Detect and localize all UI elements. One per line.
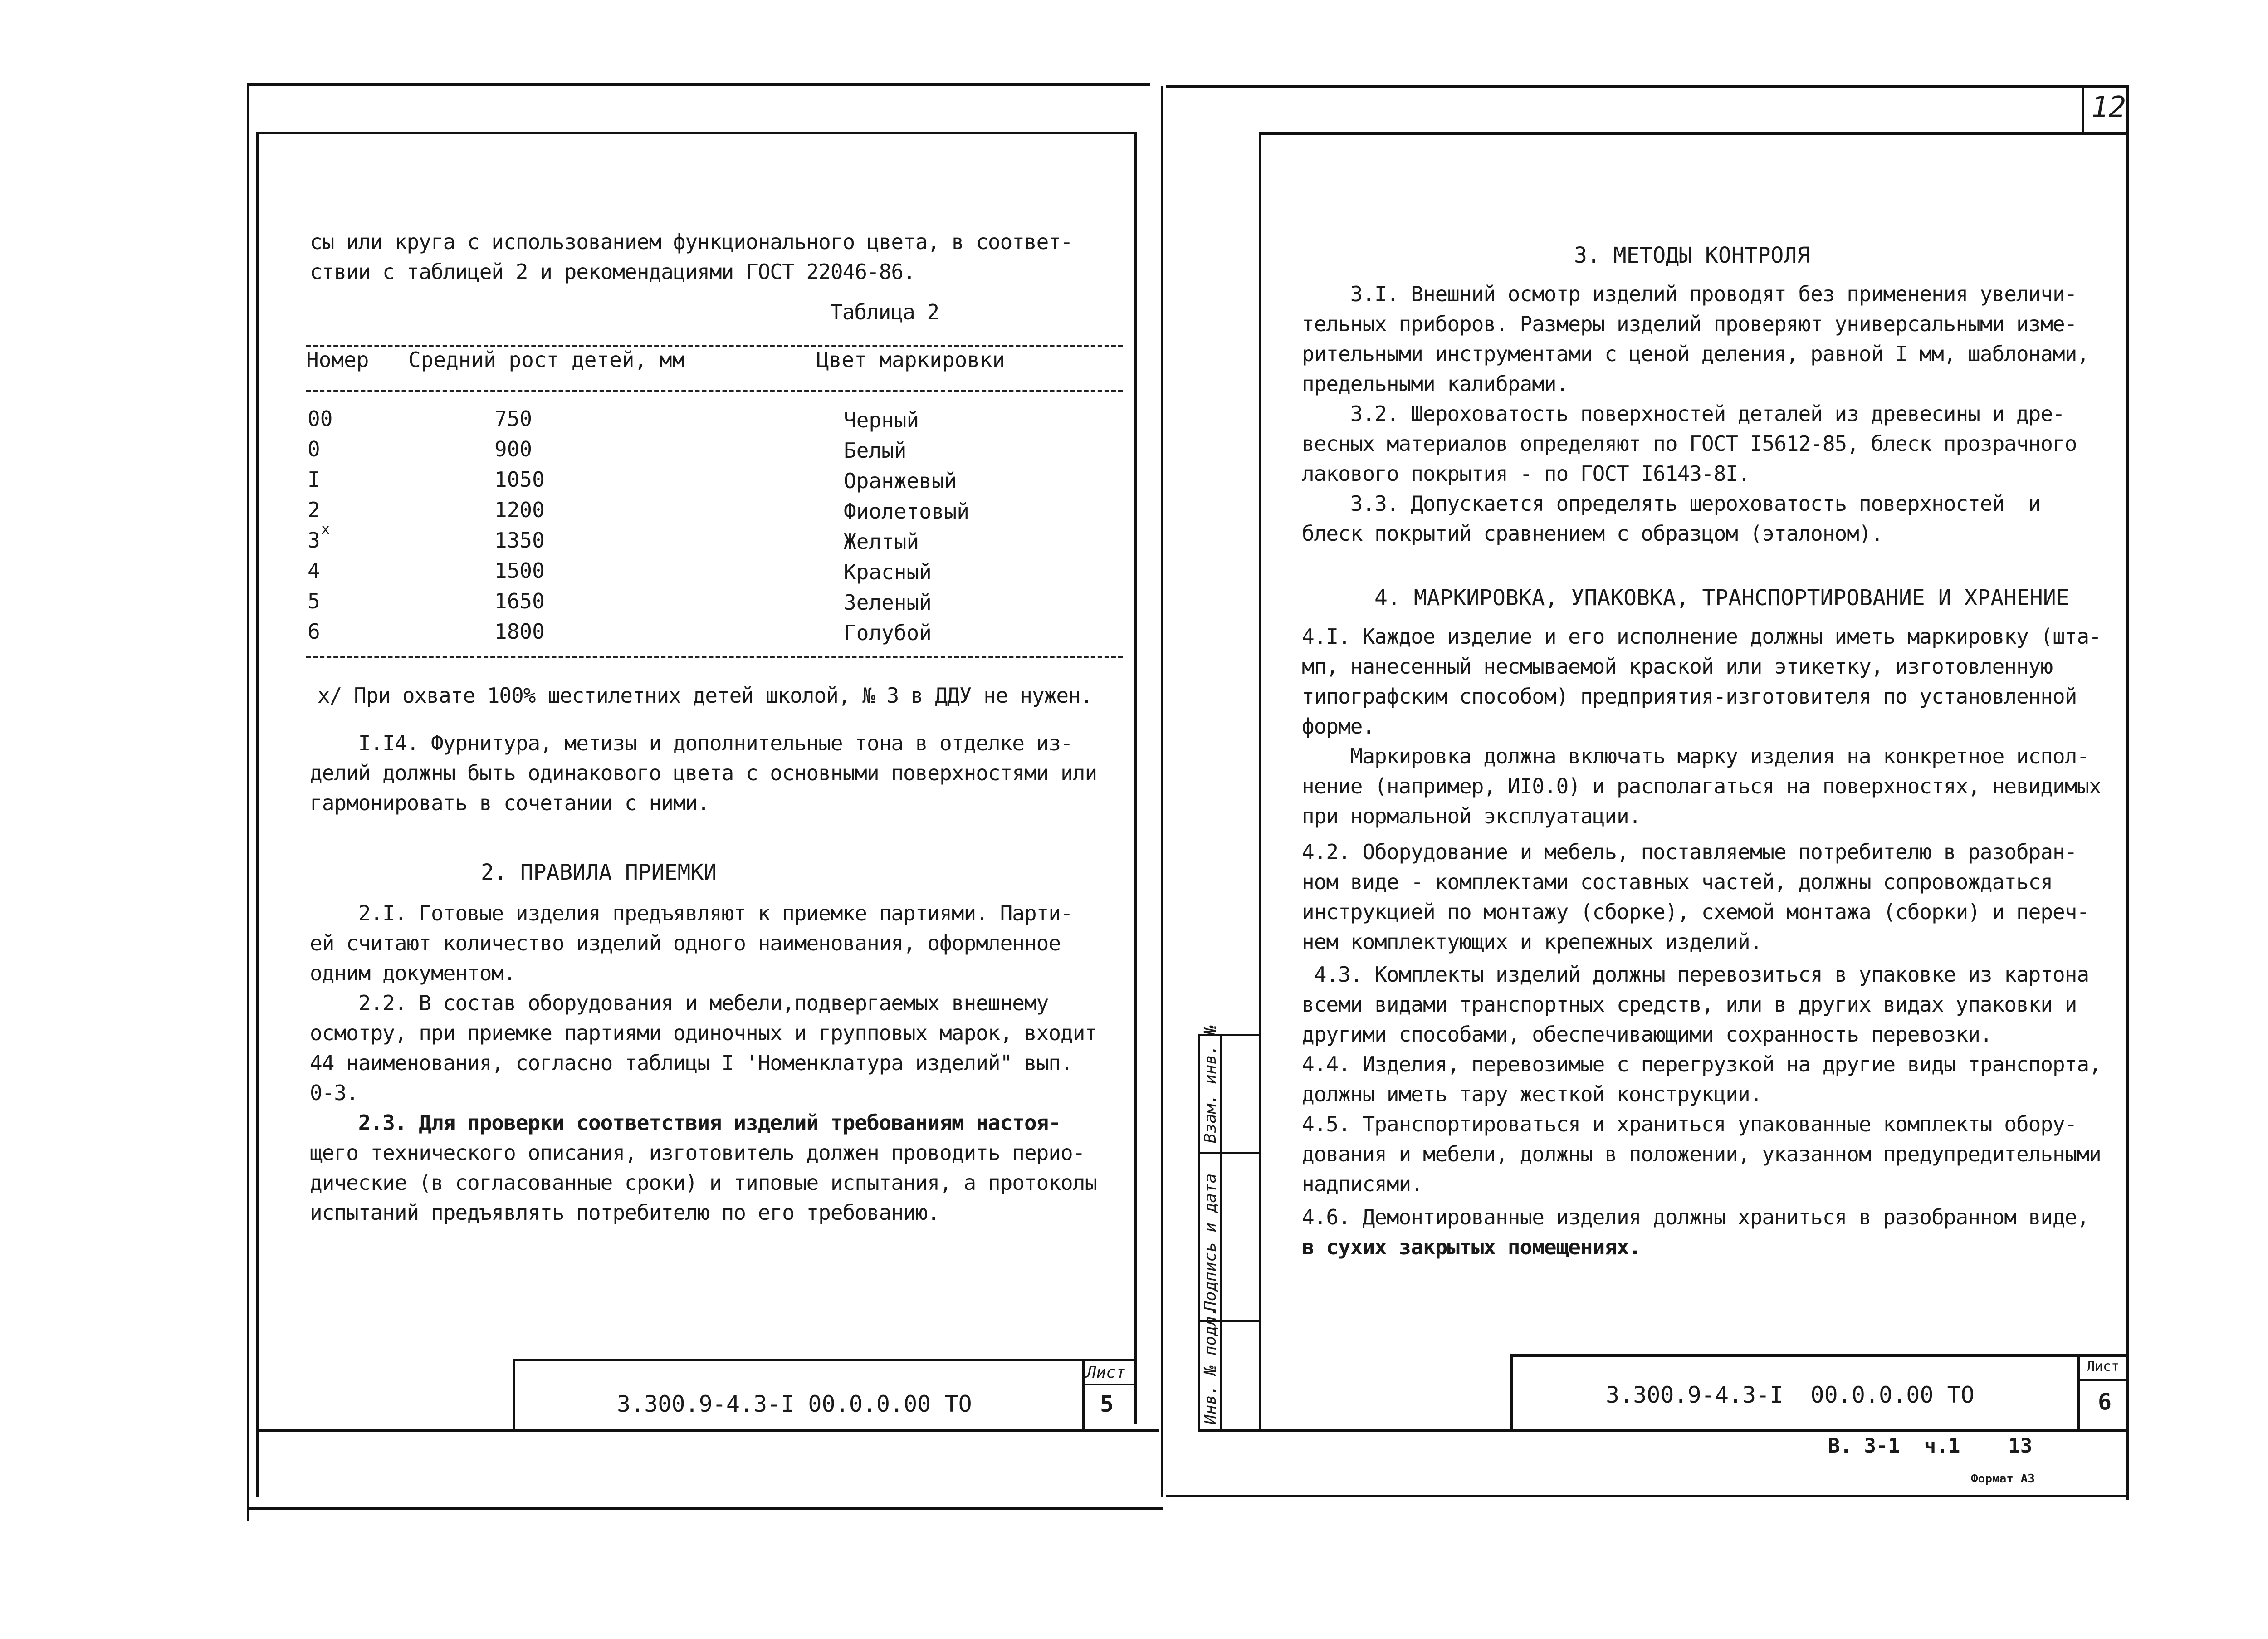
table-row-4-color: Желтый xyxy=(844,529,919,554)
table-header-number: Номер xyxy=(306,347,369,372)
section-4-line-10: инструкцией по монтажу (сборке), схемой монтажа (сборки) и переч- xyxy=(1302,900,2089,924)
table-row-3-color: Фиолетовый xyxy=(844,499,969,524)
table-row-2-num: I xyxy=(308,467,320,492)
table-row-1-height: 900 xyxy=(494,437,533,461)
section-4-line-17: 4.5. Транспортироваться и храниться упакованные комплекты обору- xyxy=(1302,1112,2077,1136)
section-4-line-11: нем комплектующих и крепежных изделий. xyxy=(1302,930,1762,954)
table-row-3-num: 2 xyxy=(308,498,320,522)
section-4-line-13: всеми видами транспортных средств, или в других видах упаковки и xyxy=(1302,992,2077,1017)
corner-number: 12 xyxy=(2091,91,2126,124)
right-outer-top xyxy=(1166,85,2127,88)
left-outer-left xyxy=(247,83,249,1521)
section-2-line-7: 0-3. xyxy=(310,1081,358,1105)
table-row-0-num: 00 xyxy=(308,406,333,431)
left-frame-left xyxy=(256,132,259,1497)
right-stamp-divider xyxy=(2077,1354,2080,1431)
section-2-line-1: 2.I. Готовые изделия предъявляют к приемке партиями. Парти- xyxy=(310,901,1073,925)
intro-line-1: сы или круга с использованием функционального цвета, в соответ- xyxy=(310,230,1073,254)
table-row-7-height: 1800 xyxy=(494,619,545,644)
side-label-inv: Инв. № подл. xyxy=(1201,1306,1220,1424)
side-strip-left xyxy=(1198,1034,1200,1431)
side-label-replace: Взам. инв. № xyxy=(1201,1025,1220,1143)
table-row-5-height: 1500 xyxy=(494,558,545,583)
section-3-line-5: 3.2. Шероховатость поверхностей деталей из древесины и дре- xyxy=(1302,401,2065,426)
right-frame-bottom xyxy=(1198,1429,2127,1432)
section-4-line-19: надписями. xyxy=(1302,1172,1423,1196)
para-114-line-2: делий должны быть одинакового цвета с основными поверхностями или xyxy=(310,761,1097,785)
table-row-1-color: Белый xyxy=(844,438,907,463)
table-rule-mid xyxy=(306,390,1123,392)
section-3-line-8: 3.3. Допускается определять шероховатость поверхностей и xyxy=(1302,491,2041,516)
table-row-7-color: Голубой xyxy=(844,621,932,645)
section-4-line-21: в сухих закрытых помещениях. xyxy=(1302,1235,1641,1259)
para-114-line-3: гармонировать в сочетании с ними. xyxy=(310,791,709,815)
left-stamp-top xyxy=(513,1359,1136,1361)
table-row-2-height: 1050 xyxy=(494,467,545,492)
section-4-line-4: форме. xyxy=(1302,714,1375,739)
table-row-5-num: 4 xyxy=(308,558,320,583)
table-header-color: Цвет маркировки xyxy=(816,347,1005,372)
table-row-5-color: Красный xyxy=(844,560,932,584)
bottom-reference: В. 3-1 ч.1 13 xyxy=(1828,1434,2033,1458)
table-caption: Таблица 2 xyxy=(830,300,939,324)
para-114-line-1: I.I4. Фурнитура, метизы и дополнительные тона в отделке из- xyxy=(310,731,1073,755)
section-4-line-14: другими способами, обеспечивающими сохранность перевозки. xyxy=(1302,1022,1992,1047)
table-row-4-height: 1350 xyxy=(494,528,545,553)
section-4-line-6: нение (например, ИI0.0) и располагаться на поверхностях, невидимых xyxy=(1302,774,2101,798)
section-4-line-9: ном виде - комплектами составных частей, должны сопровождаться xyxy=(1302,870,2053,894)
table-header-height: Средний рост детей, мм xyxy=(408,347,685,372)
table-row-6-height: 1650 xyxy=(494,589,545,613)
section-3-line-2: тельных приборов. Размеры изделий проверяют универсальными изме- xyxy=(1302,312,2077,336)
left-stamp-cell-line xyxy=(1082,1384,1136,1385)
table-row-0-height: 750 xyxy=(494,406,533,431)
section-2-line-11: испытаний предъявлять потребителю по его требованию. xyxy=(310,1200,940,1225)
section-4-line-12: 4.3. Комплекты изделий должны перевозиться в упаковке из картона xyxy=(1302,962,2089,987)
left-outer-top xyxy=(247,83,1150,86)
side-strip-mid xyxy=(1220,1034,1222,1431)
side-strip-div-1 xyxy=(1198,1152,1261,1154)
left-outer-bottom xyxy=(247,1507,1163,1510)
right-stamp-left xyxy=(1510,1354,1513,1431)
right-frame-left xyxy=(1259,132,1261,1430)
table-row-6-num: 5 xyxy=(308,589,320,613)
left-stamp-sheet-label: Лист xyxy=(1086,1363,1126,1382)
section-2-line-4: 2.2. В состав оборудования и мебели,подвергаемых внешнему xyxy=(310,991,1049,1015)
intro-line-2: ствии с таблицей 2 и рекомендациями ГОСТ 22046-86. xyxy=(310,259,915,284)
section-3-line-1: 3.I. Внешний осмотр изделий проводят без применения увеличи- xyxy=(1302,282,2077,306)
table-row-6-color: Зеленый xyxy=(844,590,932,615)
table-row-2-color: Оранжевый xyxy=(844,469,957,493)
section-2-line-8: 2.3. Для проверки соответствия изделий требованиям настоя- xyxy=(310,1111,1061,1135)
right-outer-bottom xyxy=(1166,1495,2127,1497)
right-stamp-cell-line xyxy=(2077,1379,2127,1381)
section-3-line-3: рительными инструментами с ценой деления, равной I мм, шаблонами, xyxy=(1302,342,2089,366)
table-footnote: x/ При охвате 100% шестилетних детей школой, № 3 в ДДУ не нужен. xyxy=(318,683,1093,708)
right-stamp-top xyxy=(1510,1354,2127,1357)
corner-box-left xyxy=(2082,85,2084,135)
section-4-line-8: 4.2. Оборудование и мебель, поставляемые потребителю в разобран- xyxy=(1302,840,2077,864)
left-frame-bottom xyxy=(256,1429,1159,1432)
section-4-line-3: типографским способом) предприятия-изготовителя по установленной xyxy=(1302,684,2077,709)
left-frame-right xyxy=(1134,132,1137,1424)
section-3-title: 3. МЕТОДЫ КОНТРОЛЯ xyxy=(1574,243,1810,268)
section-4-line-18: дования и мебели, должны в положении, указанном предупредительными xyxy=(1302,1142,2101,1166)
section-4-line-15: 4.4. Изделия, перевозимые с перегрузкой на другие виды транспорта, xyxy=(1302,1052,2101,1076)
table-rule-bottom xyxy=(306,656,1123,658)
section-4-line-1: 4.I. Каждое изделие и его исполнение должны иметь маркировку (шта- xyxy=(1302,624,2101,649)
side-label-sign: Подпись и дата xyxy=(1201,1173,1220,1311)
section-3-line-6: весных материалов определяют по ГОСТ I5612-85, блеск прозрачного xyxy=(1302,431,2077,456)
section-3-line-4: предельными калибрами. xyxy=(1302,372,1569,396)
section-2-line-5: осмотру, при приемке партиями одиночных и групповых марок, входит xyxy=(310,1021,1097,1045)
section-4-line-20: 4.6. Демонтированные изделия должны храниться в разобранном виде, xyxy=(1302,1205,2089,1229)
right-stamp-sheet-number: 6 xyxy=(2098,1389,2112,1415)
right-stamp-sheet-label: Лист xyxy=(2087,1359,2120,1375)
table-row-4-superscript: x xyxy=(321,520,330,538)
table-row-3-height: 1200 xyxy=(494,498,545,522)
table-row-0-color: Черный xyxy=(844,408,919,432)
left-stamp-sheet-number: 5 xyxy=(1100,1391,1114,1417)
section-2-line-3: одним документом. xyxy=(310,961,516,985)
left-frame-top xyxy=(256,132,1136,134)
left-stamp-left xyxy=(513,1359,515,1431)
section-2-line-9: щего технического описания, изготовитель должен проводить перио- xyxy=(310,1140,1085,1165)
section-2-title: 2. ПРАВИЛА ПРИЕМКИ xyxy=(481,860,717,885)
section-4-line-5: Маркировка должна включать марку изделия на конкретное испол- xyxy=(1302,744,2089,768)
section-4-line-16: должны иметь тару жесткой конструкции. xyxy=(1302,1082,1762,1106)
format-label: Формат А3 xyxy=(1971,1472,2035,1486)
right-frame-top xyxy=(1259,132,2127,135)
left-stamp-divider xyxy=(1082,1359,1085,1431)
table-row-7-num: 6 xyxy=(308,619,320,644)
section-3-line-7: лакового покрытия - по ГОСТ I6143-8I. xyxy=(1302,461,1750,486)
right-stamp-code: 3.300.9-4.3-I 00.0.0.00 ТО xyxy=(1606,1382,1975,1408)
section-2-line-10: дические (в согласованные сроки) и типовые испытания, а протоколы xyxy=(310,1170,1097,1195)
table-row-1-num: 0 xyxy=(308,437,320,461)
section-4-title: 4. МАРКИРОВКА, УПАКОВКА, ТРАНСПОРТИРОВАНИЕ И ХРАНЕНИЕ xyxy=(1374,585,2069,611)
section-2-line-6: 44 наименования, согласно таблицы I 'Номенклатура изделий" вып. xyxy=(310,1051,1073,1075)
left-stamp-code: 3.300.9-4.3-I 00.0.0.00 ТО xyxy=(617,1391,972,1417)
section-2-line-2: ей считают количество изделий одного наименования, оформленное xyxy=(310,931,1061,955)
section-4-line-7: при нормальной эксплуатации. xyxy=(1302,804,1641,828)
section-3-line-9: блеск покрытий сравнением с образцом (эталоном). xyxy=(1302,521,1883,546)
section-4-line-2: мп, нанесенный несмываемой краской или этикетку, изготовленную xyxy=(1302,654,2053,679)
right-frame-right xyxy=(2126,85,2129,1500)
page-separator xyxy=(1161,86,1163,1497)
table-row-4-num: 3 xyxy=(308,528,320,553)
